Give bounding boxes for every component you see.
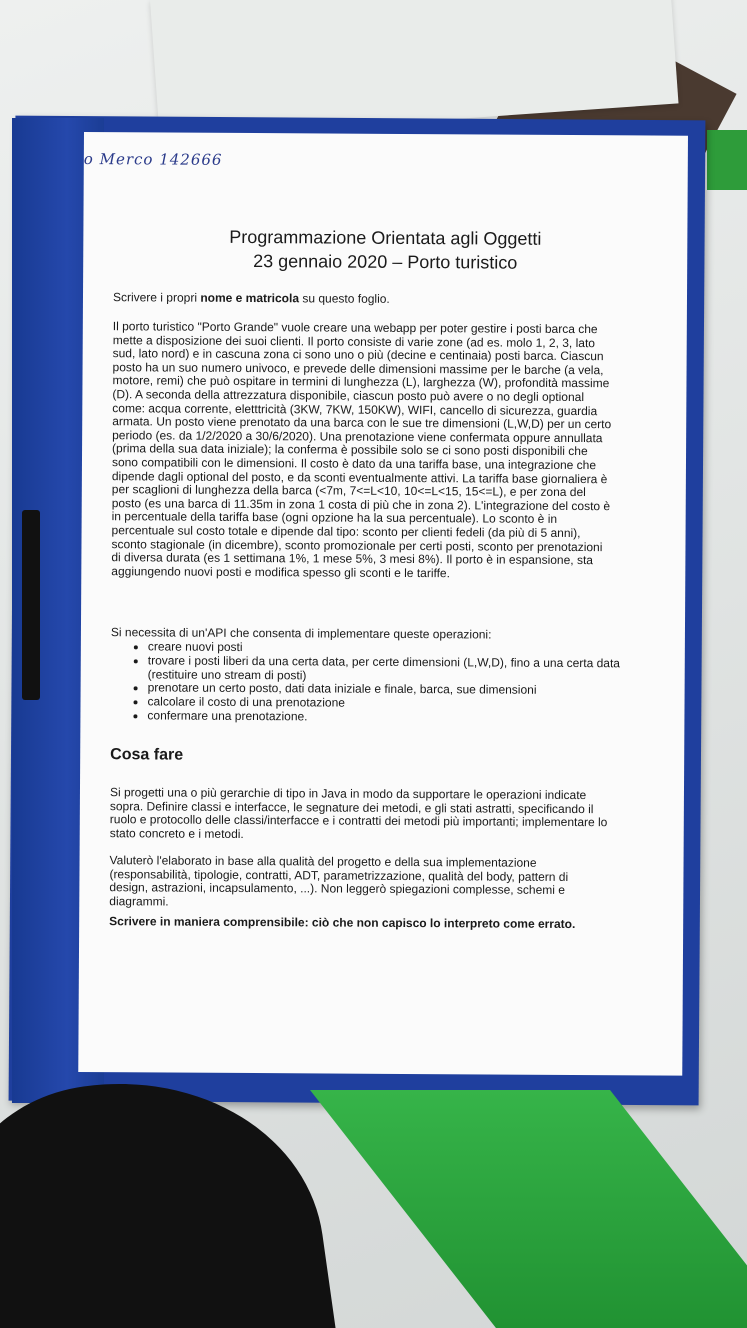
api-intro: Si necessita di un'API che consenta di implementare queste operazioni: — [110, 625, 492, 642]
folder-clip — [22, 510, 40, 700]
list-item: • prenotare un certo posto, dati data iniziale e finale, barca, sue dimensioni — [148, 682, 648, 699]
intro-line: Scrivere i propri nome e matricola su questo foglio. — [112, 290, 390, 306]
document-title — [83, 224, 687, 276]
title-line-1: Programmazione Orientata agli Oggetti — [229, 226, 542, 249]
operations-list — [110, 640, 647, 726]
list-item: • trovare i posti liberi da una certa data, per certe dimensioni (L,W,D), fino a una certa data (restituire uno stream di posti) — [148, 654, 648, 685]
description-paragraph: Il porto turistico "Porto Grande" vuole creare una webapp per poter gestire i posti barca che mette a disposizione dei suoi clienti. Il porto consiste di varie zone (ad es. molo 1, 2, 3, lato sud, lato nord) e in cascuna zona ci sono uno o più (decine e centinaia) posti barca. Ciascun posto ha un suo numero univoco, e prevede delle dimensioni massime per le barche (a vela, motore, remi) che può ospitare in termini di lunghezza (L), larghezza (W), profondità massime (D). A seconda della attrezzatura disponibile, ciascun posto può avere o no degli optional come: acqua corrente, eletttricità (3KW, 7KW, 150KW), WIFI, cancello di sicurezza, guardia armata. Un posto viene prenotato da una barca con le sue tre dimensioni (L,W,D) per un certo periodo (es. da 1/2/2020 a 30/6/2020). Una prenotazione viene confermata oppure annullata (prima della sua data iniziale); la conferma è possibile solo se ci sono posti disponibili che sono compatibili con le dimensioni. Il costo è dato da una tariffa base, una integrazione che dipende dagli optional del posto, e da sconti eventualmente attivi. La tariffa base giornaliera è per scaglioni di lunghezza della barca (<7m, 7<=L<10, 10<=L<15, 15<=L), e per zona del posto (es una barca di 11.35m in zona 1 costa di più che in zona 2). L'integrazione del costo è in percentuale della tariffa base (ogni opzione ha la sua percentuale). Lo sconto è in percentuale sul costo totale e dipende dal tipo: sconto per clienti fedeli (da più di 5 anni), sconto stagionale (in dicembre), sconto promozionale per certi posti, sconto per prenotazioni di diversa durata (es 1 settimana 1%, 1 mese 5%, 3 mesi 8%). Il porto è in espansione, sta aggiungendo nuovi posti e modifica spesso gli sconti e le tariffe. — [111, 319, 612, 580]
title-line-2: 23 gennaio 2020 – Porto turistico — [253, 251, 518, 273]
green-object — [707, 130, 747, 190]
evaluation-paragraph: Valuterò l'elaborato in base alla qualità del progetto e della sua implementazione (responsabilità, tipologie, contratti, ADT, parametrizzazione, qualità del body, pattern di design, astrazioni, incapsulamento, ...). Non leggerò spiegazioni complesse, schemi e diagrammi. — [109, 853, 569, 909]
final-instruction: Scrivere in maniera comprensibile: ciò che non capisco lo interpreto come errato. — [109, 914, 576, 932]
list-item: • calcolare il costo di una prenotazione — [147, 696, 647, 713]
task-paragraph: Si progetti una o più gerarchie di tipo in Java in modo da supportare le operazioni indicate sopra. Definire classi e interfacce, le segnature dei metodi, e gli stati astratti, specificando il ruolo e protocollo delle classi/interfacce e i contratti dei metodi più importanti; implementare lo stato concreto e i metodi. — [109, 785, 608, 841]
list-item: • confermare una prenotazione. — [147, 709, 647, 726]
exam-sheet — [78, 132, 688, 1076]
handwritten-name: o Merco 142666 — [83, 149, 223, 169]
section-heading: Cosa fare — [110, 746, 184, 764]
list-item: • creare nuovi posti — [148, 640, 648, 657]
